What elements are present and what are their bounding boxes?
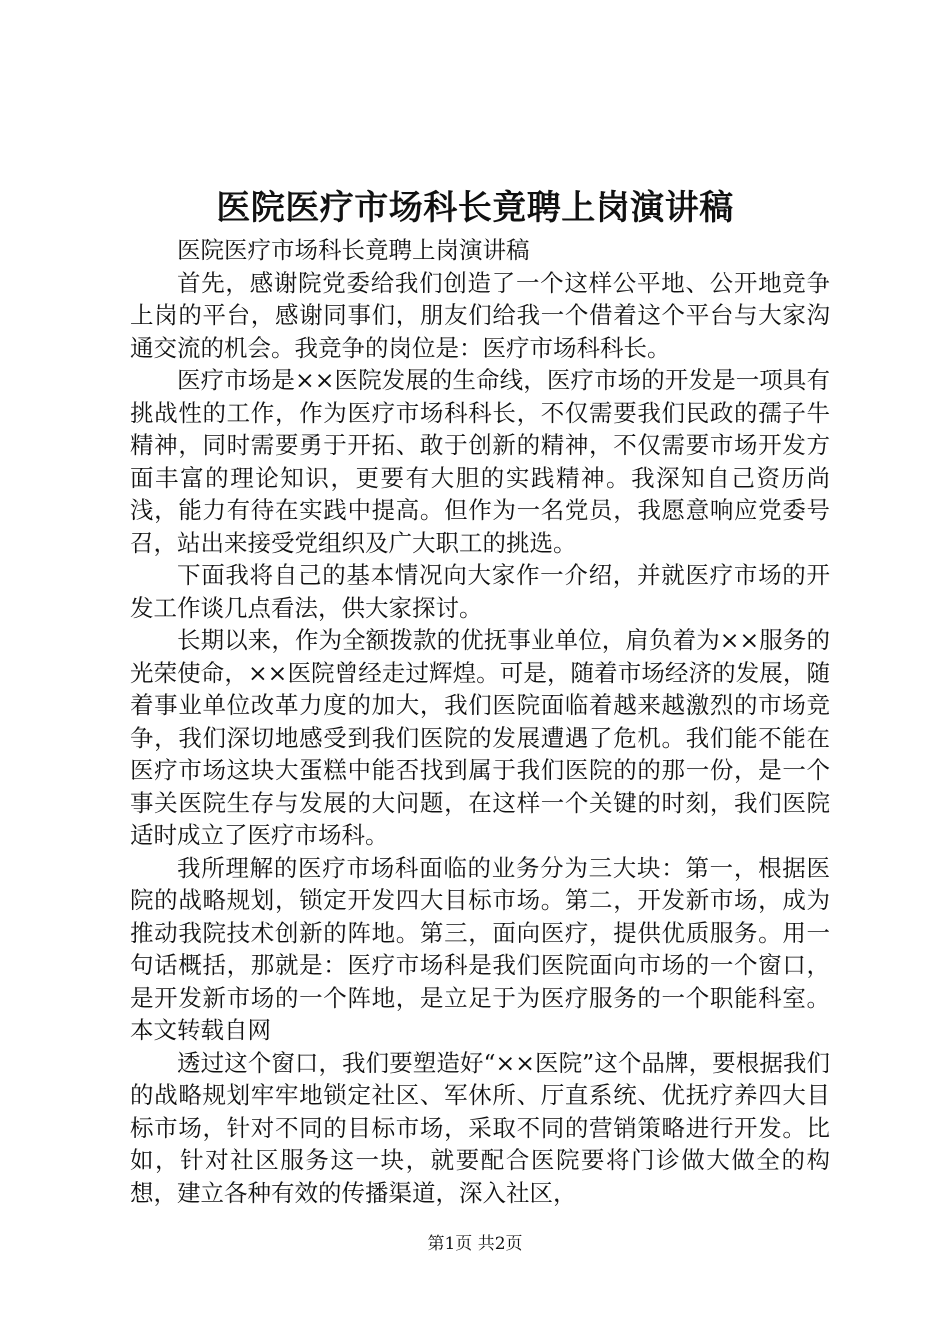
document-body <box>130 234 830 1209</box>
paragraph-business-areas: 我所理解的医疗市场科面临的业务分为三大块：第一，根据医院的战略规划，锁定开发四大目标市场。第二，开发新市场，成为推动我院技术创新的阵地。第三，面向医疗，提供优质服务。用一句话概括，那就是：医疗市场科是我们医院面向市场的一个窗口，是开发新市场的一个阵地，是立足于为医疗服务的一个职能科室。本文转载自网 <box>130 853 830 1044</box>
paragraph-history: 长期以来，作为全额拨款的优抚事业单位，肩负着为××服务的光荣使命，××医院曾经走过辉煌。可是，随着市场经济的发展，随着事业单位改革力度的加大，我们医院面临着越来越激烈的市场竞争，我们深切地感受到我们医院的发展遭遇了危机。我们能不能在医疗市场这块大蛋糕中能否找到属于我们医院的的那一份，是一个事关医院生存与发展的大问题，在这样一个关键的时刻，我们医院适时成立了医疗市场科。 <box>130 626 830 849</box>
paragraph-introduction: 下面我将自己的基本情况向大家作一介绍，并就医疗市场的开发工作谈几点看法，供大家探讨。 <box>130 561 830 622</box>
document-title: 医院医疗市场科长竟聘上岗演讲稿 <box>216 188 734 228</box>
paragraph-brand-strategy: 透过这个窗口，我们要塑造好“××医院”这个品牌，要根据我们的战略规划牢牢地锁定社区、军休所、厅直系统、优抚疗养四大目标市场，针对不同的目标市场，采取不同的营销策略进行开发。比如，针对社区服务这一块，就要配合医院要将门诊做大做全的构想，建立各种有效的传播渠道，深入社区， <box>130 1048 830 1207</box>
page-number-footer: 第1页 共2页 <box>427 1234 523 1254</box>
paragraph-subtitle: 医院医疗市场科长竟聘上岗演讲稿 <box>177 236 530 264</box>
paragraph-market-lifeline: 医疗市场是××医院发展的生命线，医疗市场的开发是一项具有挑战性的工作，作为医疗市场科科长，不仅需要我们民政的孺子牛精神，同时需要勇于开拓、敢于创新的精神，不仅需要市场开发方面丰富的理论知识，更要有大胆的实践精神。我深知自己资历尚浅，能力有待在实践中提高。但作为一名党员，我愿意响应党委号召，站出来接受党组织及广大职工的挑选。 <box>130 366 830 557</box>
paragraph-opening: 首先，感谢院党委给我们创造了一个这样公平地、公开地竞争上岗的平台，感谢同事们，朋友们给我一个借着这个平台与大家沟通交流的机会。我竞争的岗位是：医疗市场科科长。 <box>130 268 830 362</box>
